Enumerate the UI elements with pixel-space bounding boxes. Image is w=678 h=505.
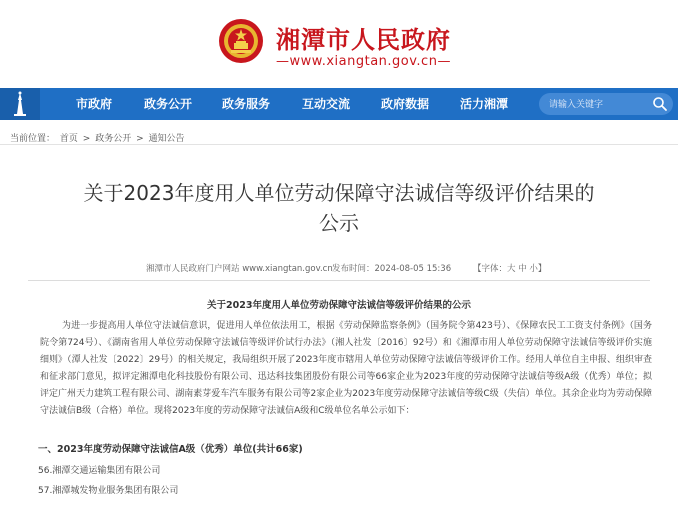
nav-item-government-affairs[interactable]: 政务公开 bbox=[144, 97, 193, 111]
site-header bbox=[0, 0, 678, 88]
tower-icon bbox=[0, 88, 40, 120]
page-title: 关于2023年度用人单位劳动保障守法诚信等级评价结果的公示 bbox=[83, 181, 595, 235]
breadcrumb bbox=[10, 131, 187, 144]
font-size-control[interactable]: 【字体：大 中 小】 bbox=[473, 264, 547, 274]
site-name: 湘潭市人民政府 bbox=[276, 25, 451, 54]
article-paragraph: 为进一步提高用人单位守法诚信意识，促进用人单位依法用工，根据《劳动保障监察条例》（国务院令第423号）、《保障农民工工资支付条例》（国务院令第724号）、《湖南省用人单位劳动保障守法诚信等级评价试行办法》（湘人社发〔2016〕92号）和《湘潭市用人单位劳动保障守法诚信等级评价实施细则》（潭人社发〔2022〕29号）的相关规定，我局组织开展了2023年度市辖用人单位劳动保障守法诚信等级评价工作。经用人单位自主申报、组织审查和征求部门意见，拟评定湘潭电化科技股份有限公司、迅达科技集团股份有限公司等66家企业为2023年度的劳动保障守法诚信等级A级（优秀）单位；拟评定广州天力建筑工程有限公司、湖南素芽爱车汽车服务有限公司等2家企业为2023年度劳动保障守法诚信等级C级（失信）单位。其余企业均为劳动保障守法诚信B级（合格）单位。现将2023年度的劳动保障守法诚信A级和C级单位名单公示如下： bbox=[40, 321, 652, 416]
national-emblem-icon bbox=[218, 18, 264, 64]
breadcrumb-divider bbox=[0, 144, 678, 145]
breadcrumb-government-affairs[interactable]: 政务公开 bbox=[95, 134, 132, 144]
document-title: 关于2023年度用人单位劳动保障守法诚信等级评价结果的公示 bbox=[207, 300, 471, 311]
nav-item-vibrant-xiangtan[interactable]: 活力湘潭 bbox=[460, 97, 509, 111]
nav-item-interaction[interactable]: 互动交流 bbox=[302, 97, 351, 111]
meta-divider bbox=[28, 280, 650, 281]
breadcrumb-notices[interactable]: 通知公告 bbox=[148, 134, 185, 144]
nav-item-government-services[interactable]: 政务服务 bbox=[222, 97, 271, 111]
breadcrumb-separator: > bbox=[82, 134, 91, 144]
publish-time: 发布时间：2024-08-05 15:36 bbox=[332, 264, 452, 274]
breadcrumb-separator: > bbox=[136, 134, 144, 144]
main-nav bbox=[0, 88, 678, 120]
list-item: 56.湘潭交通运输集团有限公司 bbox=[38, 466, 161, 476]
nav-item-government-data[interactable]: 政府数据 bbox=[381, 97, 430, 111]
search-box bbox=[539, 93, 673, 115]
breadcrumb-home[interactable]: 首页 bbox=[59, 134, 78, 144]
nav-item-city-government[interactable]: 市政府 bbox=[76, 97, 113, 111]
article-source: 湘潭市人民政府门户网站 www.xiangtan.gov.cn bbox=[146, 264, 333, 274]
breadcrumb-prefix: 当前位置： bbox=[10, 134, 56, 144]
search-icon[interactable] bbox=[651, 95, 669, 113]
section-heading-a: 一、2023年度劳动保障守法诚信A级（优秀）单位(共计66家) bbox=[38, 444, 303, 455]
site-url: —www.xiangtan.gov.cn— bbox=[276, 54, 451, 69]
search-input[interactable] bbox=[549, 96, 649, 112]
list-item: 57.湘潭城发物业服务集团有限公司 bbox=[38, 486, 179, 496]
home-logo[interactable] bbox=[0, 88, 40, 120]
